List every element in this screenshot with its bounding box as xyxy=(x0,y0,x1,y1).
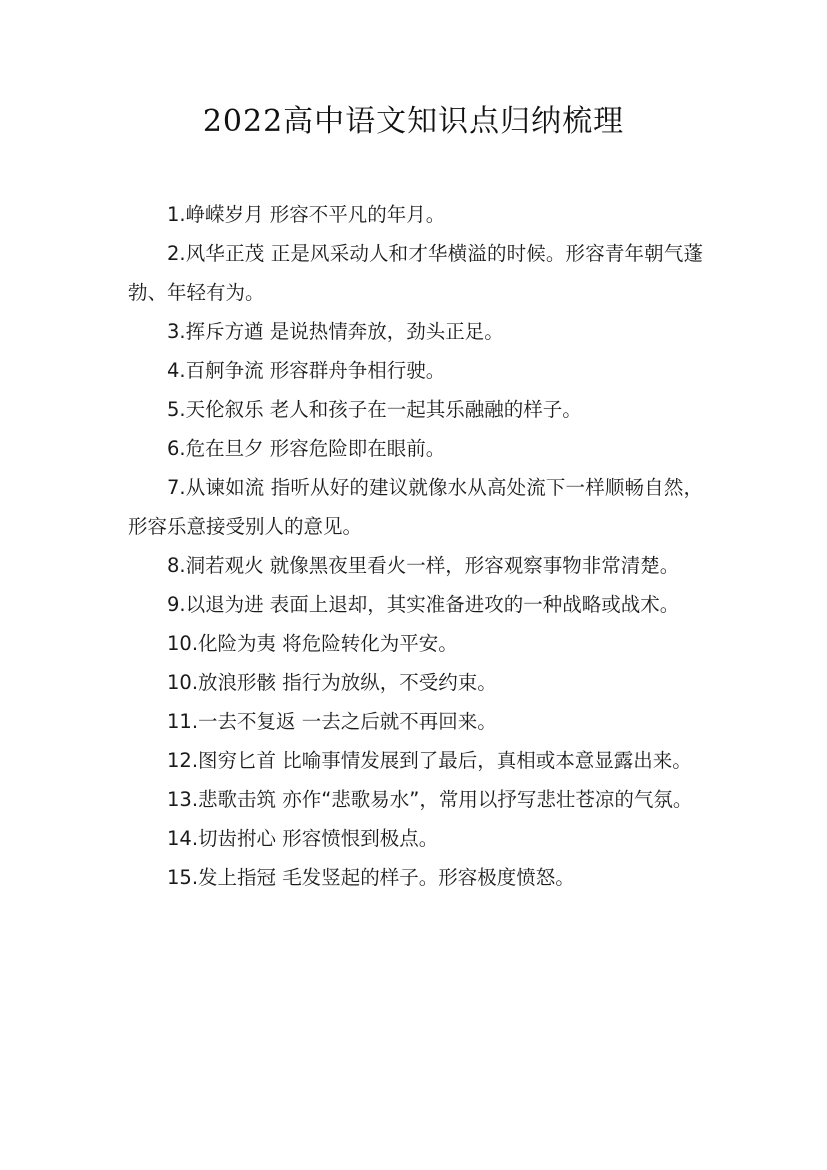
list-item: 12.图穷匕首 比喻事情发展到了最后，真相或本意显露出来。 xyxy=(167,749,692,772)
list-item: 2.风华正茂 正是风采动人和才华横溢的时候。形容青年朝气蓬勃、年轻有为。 xyxy=(128,242,703,304)
list-item: 4.百舸争流 形容群舟争相行驶。 xyxy=(167,359,446,382)
document-body xyxy=(128,195,703,897)
list-item: 10.放浪形骸 指行为放纵，不受约束。 xyxy=(167,671,497,694)
list-item: 3.挥斥方遒 是说热情奔放，劲头正足。 xyxy=(167,320,504,343)
list-item: 13.悲歌击筑 亦作“悲歌易水”，常用以抒写悲壮苍凉的气氛。 xyxy=(167,788,693,811)
list-item: 7.从谏如流 指听从好的建议就像水从高处流下一样顺畅自然，形容乐意接受别人的意见。 xyxy=(128,476,703,538)
list-item: 9.以退为进 表面上退却，其实准备进攻的一种战略或战术。 xyxy=(167,593,680,616)
list-item: 5.天伦叙乐 老人和孩子在一起其乐融融的样子。 xyxy=(167,398,582,421)
list-item: 6.危在旦夕 形容危险即在眼前。 xyxy=(167,437,446,460)
list-item: 11.一去不复返 一去之后就不再回来。 xyxy=(167,710,497,733)
list-item: 14.切齿拊心 形容愤恨到极点。 xyxy=(167,827,439,850)
document-title: 2022高中语文知识点归纳梳理 xyxy=(202,104,625,139)
list-item: 1.峥嵘岁月 形容不平凡的年月。 xyxy=(167,203,446,226)
list-item: 15.发上指冠 毛发竖起的样子。形容极度愤怒。 xyxy=(167,866,575,889)
list-item: 10.化险为夷 将危险转化为平安。 xyxy=(167,632,458,655)
list-item: 8.洞若观火 就像黑夜里看火一样，形容观察事物非常清楚。 xyxy=(167,554,680,577)
